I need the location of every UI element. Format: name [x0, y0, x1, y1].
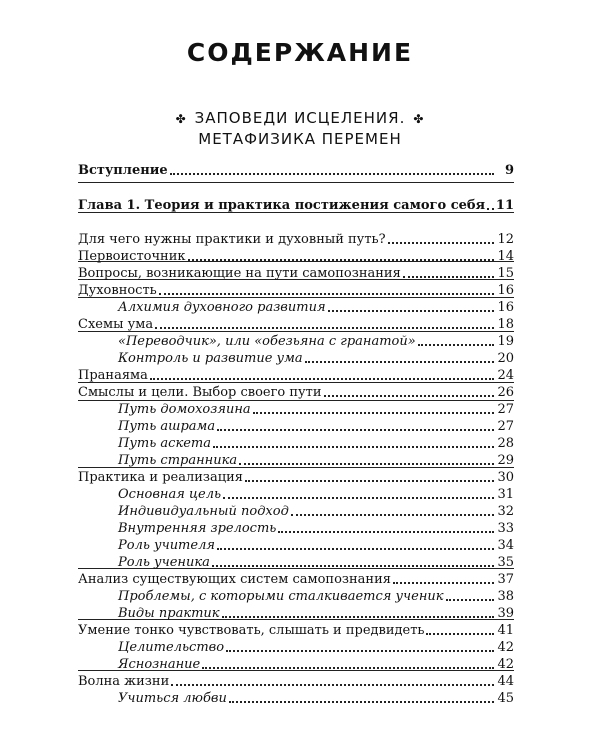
toc-entry-label: Волна жизни — [78, 674, 170, 689]
toc-entry-page: 42 — [497, 640, 514, 655]
subtitle-line-1-text: ЗАПОВЕДИ ИСЦЕЛЕНИЯ. — [194, 109, 406, 127]
toc-entry-page: 44 — [497, 674, 514, 689]
toc-subentry[interactable] — [78, 552, 514, 570]
toc-leader — [150, 378, 494, 380]
toc-entry[interactable] — [78, 280, 514, 298]
toc-leader — [487, 208, 494, 210]
toc-entry-label: Учиться любви — [118, 691, 227, 706]
toc-entry-label: Практика и реализация — [78, 470, 243, 485]
toc-subentry[interactable] — [78, 348, 514, 366]
toc-entry-label: Путь ашрама — [118, 419, 216, 434]
toc-leader — [418, 344, 494, 346]
toc-subentry[interactable] — [78, 518, 514, 536]
toc-leader — [239, 463, 494, 465]
toc-entry[interactable] — [78, 382, 514, 400]
toc-entry-page: 29 — [497, 453, 514, 468]
toc-entry[interactable] — [78, 195, 514, 213]
toc-entry-label: Виды практик — [118, 606, 220, 621]
toc-entry-label: Основная цель — [118, 487, 222, 502]
toc-entry-page: 16 — [497, 283, 514, 298]
toc-entry-page: 33 — [497, 521, 514, 536]
toc-entry-page: 20 — [497, 351, 514, 366]
toc-leader — [212, 565, 494, 567]
toc-entry-label: Вступление — [78, 163, 168, 178]
page-title: СОДЕРЖАНИЕ — [186, 38, 414, 67]
toc-entry-page: 30 — [497, 470, 514, 485]
toc-entry-page: 32 — [497, 504, 514, 519]
toc-entry[interactable] — [78, 671, 514, 689]
toc-entry-label: Роль учителя — [118, 538, 215, 553]
toc-entry-page: 9 — [504, 163, 514, 178]
toc-entry-label: Целительство — [118, 640, 225, 655]
toc-leader — [388, 242, 494, 244]
toc-entry-label: Вопросы, возникающие на пути самопознания — [78, 266, 401, 281]
toc-subentry[interactable] — [78, 399, 514, 417]
toc-entry-page: 11 — [495, 198, 514, 213]
toc-leader — [217, 429, 494, 431]
toc-entry-label: Внутренняя зрелость — [118, 521, 277, 536]
toc-entry-page: 34 — [497, 538, 514, 553]
toc-leader — [226, 650, 494, 652]
toc-leader — [426, 633, 494, 635]
toc-leader — [217, 548, 494, 550]
toc-entry-label: Контроль и развитие ума — [118, 351, 303, 366]
toc-entry-page: 42 — [497, 657, 514, 672]
toc-entry-page: 27 — [497, 402, 514, 417]
toc-entry-page: 12 — [497, 232, 514, 247]
toc-leader — [229, 701, 494, 703]
toc-entry-label: Роль ученика — [118, 555, 210, 570]
toc-entry-page: 39 — [497, 606, 514, 621]
toc-leader — [305, 361, 494, 363]
toc-subentry[interactable] — [78, 416, 514, 434]
toc-entry-page: 19 — [497, 334, 514, 349]
toc-entry[interactable] — [78, 314, 514, 332]
toc-entry-label: Умение тонко чувствовать, слышать и предвидеть — [78, 623, 425, 638]
toc-entry-page: 41 — [497, 623, 514, 638]
toc-subentry[interactable] — [78, 433, 514, 451]
toc-subentry[interactable] — [78, 637, 514, 655]
toc-leader — [253, 412, 494, 414]
ornament-right-icon: ✤ — [413, 112, 425, 126]
toc-entry-page: 14 — [497, 249, 514, 264]
toc-leader — [155, 327, 494, 329]
toc-leader — [393, 582, 494, 584]
toc-entry[interactable] — [78, 620, 514, 638]
toc-subentry[interactable] — [78, 586, 514, 604]
toc-subentry[interactable] — [78, 654, 514, 672]
toc-leader — [278, 531, 494, 533]
toc-entry-label: Духовность — [78, 283, 157, 298]
toc-leader — [202, 667, 494, 669]
toc-subentry[interactable] — [78, 603, 514, 621]
toc-entry-page: 45 — [497, 691, 514, 706]
toc-subentry[interactable] — [78, 331, 514, 349]
toc-subentry[interactable] — [78, 484, 514, 502]
toc-entry-page: 16 — [497, 300, 514, 315]
toc-subentry[interactable] — [78, 450, 514, 468]
toc-entry-label: Анализ существующих систем самопознания — [78, 572, 391, 587]
ornament-left-icon: ✤ — [175, 112, 187, 126]
toc-entry-label: Путь странника — [118, 453, 238, 468]
toc-entry[interactable] — [78, 263, 514, 281]
toc-entry-page: 31 — [497, 487, 514, 502]
toc-subentry[interactable] — [78, 535, 514, 553]
toc-entry-label: «Переводчик», или «обезьяна с гранатой» — [118, 334, 416, 349]
toc-entry-page: 38 — [497, 589, 514, 604]
toc-entry-label: Глава 1. Теория и практика постижения самого себя — [78, 198, 486, 213]
toc-subentry[interactable] — [78, 297, 514, 315]
toc-entry-label: Путь аскета — [118, 436, 211, 451]
toc-leader — [291, 514, 494, 516]
toc-entry-label: Смыслы и цели. Выбор своего пути — [78, 385, 322, 400]
toc-entry[interactable] — [78, 246, 514, 264]
toc-entry[interactable] — [78, 160, 514, 178]
toc-leader — [188, 259, 494, 261]
toc-entry-label: Схемы ума — [78, 317, 154, 332]
toc-leader — [170, 173, 494, 175]
toc-entry[interactable] — [78, 569, 514, 587]
toc-leader — [328, 310, 494, 312]
toc-entry[interactable] — [78, 365, 514, 383]
toc-entry-label: Первоисточник — [78, 249, 186, 264]
toc-leader — [171, 684, 494, 686]
toc-entry-page: 35 — [497, 555, 514, 570]
toc-entry-page: 37 — [497, 572, 514, 587]
toc-entry-label: Путь домохозяина — [118, 402, 251, 417]
toc-entry-label: Алхимия духовного развития — [118, 300, 326, 315]
toc-entry-label: Проблемы, с которыми сталкивается ученик — [118, 589, 444, 604]
toc-entry-page: 26 — [497, 385, 514, 400]
toc-entry-page: 18 — [497, 317, 514, 332]
toc-entry[interactable] — [78, 467, 514, 485]
toc-entry[interactable] — [78, 229, 514, 247]
subtitle-line-2: МЕТАФИЗИКА ПЕРЕМЕН — [198, 130, 402, 148]
toc-leader — [245, 480, 494, 482]
toc-leader — [324, 395, 494, 397]
toc-subentry[interactable] — [78, 688, 514, 706]
toc-leader — [223, 497, 494, 499]
toc-entry-page: 24 — [497, 368, 514, 383]
toc-entry-label: Пранаяма — [78, 368, 148, 383]
toc-entry-label: Индивидуальный подход — [118, 504, 289, 519]
toc-subentry[interactable] — [78, 501, 514, 519]
toc-entry-page: 27 — [497, 419, 514, 434]
toc-leader — [213, 446, 494, 448]
toc-leader — [403, 276, 494, 278]
toc-entry-page: 15 — [497, 266, 514, 281]
toc-leader — [446, 599, 494, 601]
toc-entry-label: Для чего нужны практики и духовный путь? — [78, 232, 386, 247]
toc-entry-page: 28 — [497, 436, 514, 451]
table-of-contents — [78, 0, 514, 750]
toc-entry-label: Яснознание — [118, 657, 201, 672]
toc-rule — [78, 182, 514, 183]
toc-leader — [159, 293, 494, 295]
toc-leader — [222, 616, 494, 618]
